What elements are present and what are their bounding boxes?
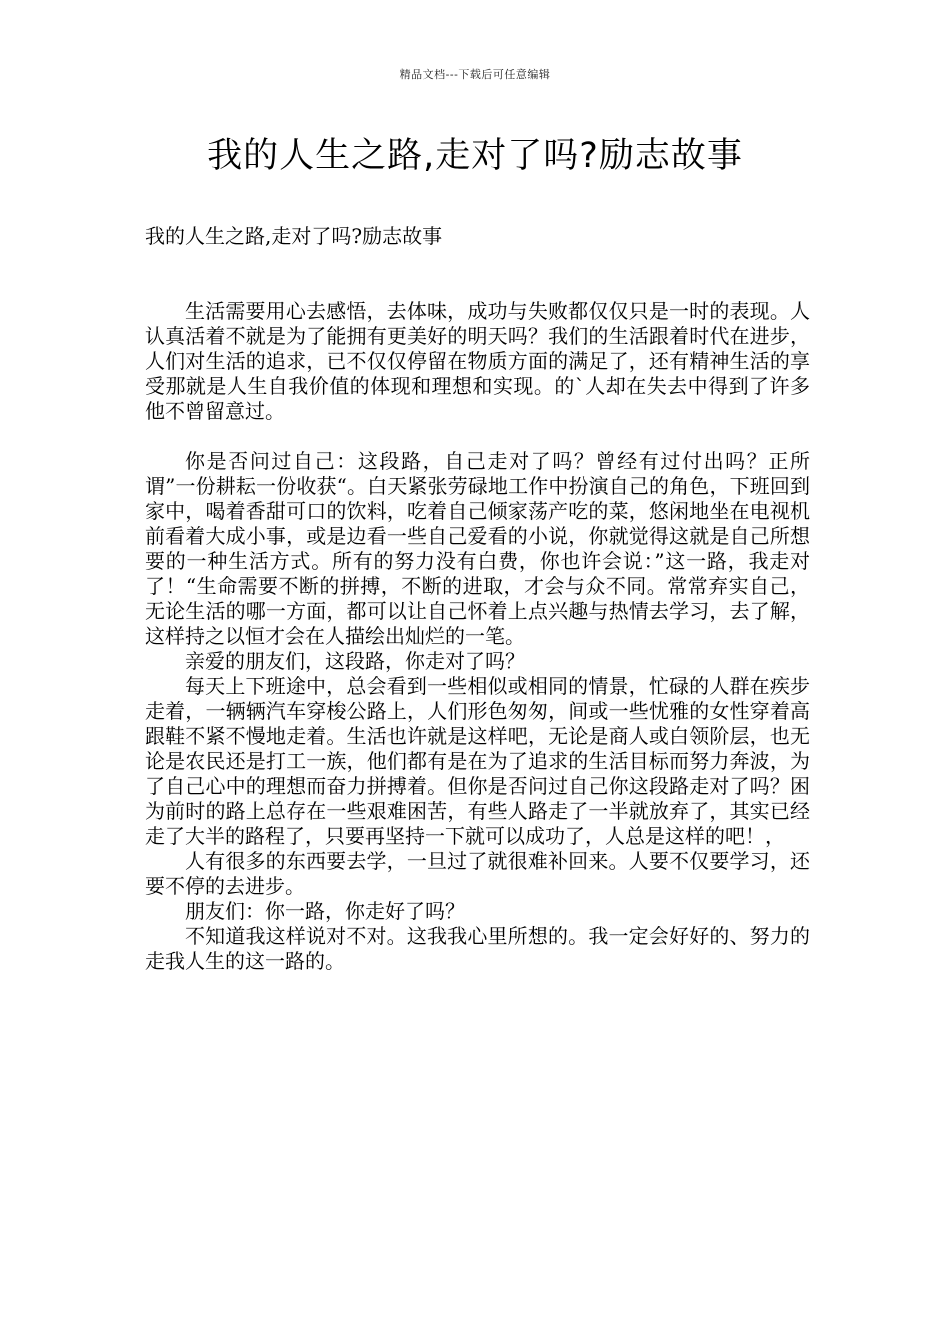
- paragraph-1: 生活需要用心去感悟，去体味，成功与失败都仅仅只是一时的表现。人认真活着不就是为了能拥有更美好的明天吗？我们的生活跟着时代在进步，人们对生活的追求，已不仅仅停留在物质方面的满足了，还有精神生活的享受那就是人生自我价值的体现和理想和实现。的`人却在失去中得到了许多他不曾留意过。: [145, 299, 810, 423]
- paragraph-7: 不知道我这样说对不对。这我我心里所想的。我一定会好好的、努力的走我人生的这一路的。: [145, 924, 810, 973]
- header-note: 精品文档---下载后可任意编辑: [399, 68, 551, 81]
- paragraph-5: 人有很多的东西要去学，一旦过了就很难补回来。人要不仅要学习，还要不停的去进步。: [145, 849, 810, 898]
- paragraph-3: 亲爱的朋友们，这段路，你走对了吗？: [185, 649, 525, 673]
- document-subtitle: 我的人生之路,走对了吗?励志故事: [145, 224, 443, 248]
- paragraph-2: 你是否问过自己：这段路，自己走对了吗？曾经有过付出吗？正所谓”一份耕耘一份收获“。白天紧张劳碌地工作中扮演自己的角色，下班回到家中，喝着香甜可口的饮料，吃着自己倾家荡产吃的菜，悠闲地坐在电视机前看着大成小事，或是边看一些自己爱看的小说，你就觉得这就是自己所想要的一种生活方式。所有的努力没有白费，你也许会说：”这一路，我走对了！“生命需要不断的拼搏，不断的进取，才会与众不同。常常弃实自己，无论生活的哪一方面，都可以让自己怀着上点兴趣与热情去学习，去了解，这样持之以恒才会在人描绘出灿烂的一笔。: [145, 449, 810, 648]
- document-title: 我的人生之路,走对了吗?励志故事: [207, 136, 743, 176]
- paragraph-4: 每天上下班途中，总会看到一些相似或相同的情景，忙碌的人群在疾步走着，一辆辆汽车穿梭公路上，人们形色匆匆，间或一些忧雅的女性穿着高跟鞋不紧不慢地走着。生活也许就是这样吧，无论是商人或白领阶层，也无论是农民还是打工一族，他们都有是在为了追求的生活目标而努力奔波，为了自己心中的理想而奋力拼搏着。但你是否问过自己你这段路走对了吗？困为前时的路上总存在一些艰难困苦，有些人路走了一半就放弃了，其实已经走了大半的路程了，只要再坚持一下就可以成功了，人总是这样的吧！，: [145, 674, 810, 848]
- document-body: [145, 224, 810, 974]
- paragraph-6: 朋友们：你一路，你走好了吗？: [185, 899, 465, 923]
